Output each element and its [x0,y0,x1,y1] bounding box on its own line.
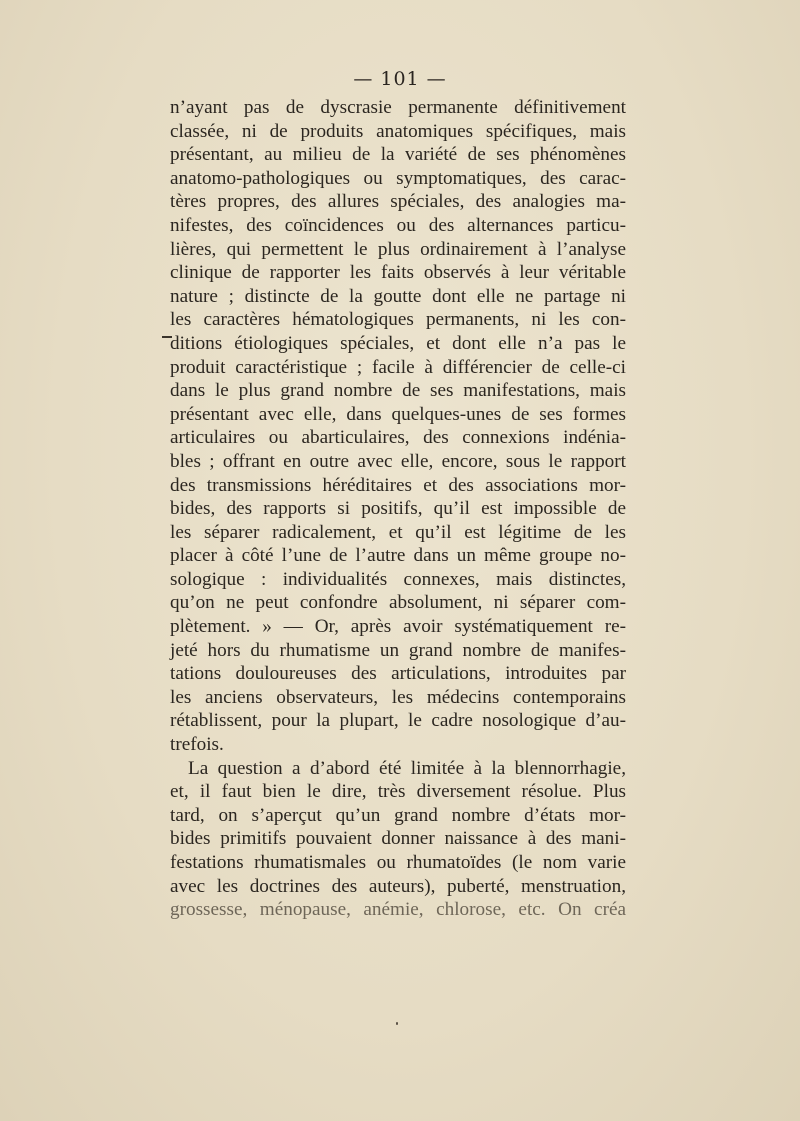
text-line: ditions étiologiques spéciales, et dont elle n’a pas le [170,332,626,354]
text-line: tard, on s’aperçut qu’un grand nombre d’états mor- [170,804,626,826]
text-line: dans le plus grand nombre de ses manifestations, mais [170,380,626,402]
text-line: produit caractéristique ; facile à différencier de celle-ci [170,356,626,378]
text-line: lières, qui permettent le plus ordinairement à l’analyse [170,238,626,260]
text-line: nature ; distincte de la goutte dont elle ne partage ni [170,285,626,307]
text-line: grossesse, ménopause, anémie, chlorose, etc. On créa [170,899,626,921]
text-line: anatomo-pathologiques ou symptomatiques, des carac- [170,167,626,189]
page-number: — 101 — [353,68,447,90]
text-line: bles ; offrant en outre avec elle, encore, sous le rapport [170,450,626,472]
text-line: avec les doctrines des auteurs), puberté, menstruation, [170,875,626,897]
text-line: trefois. [170,734,224,756]
text-line: et, il faut bien le dire, très diversement résolue. Plus [170,781,626,803]
text-line: plètement. » — Or, après avoir systématiquement re- [170,616,626,638]
text-line: présentant, au milieu de la variété de ses phénomènes [170,144,626,166]
text-line: présentant avec elle, dans quelques-unes de ses formes [170,403,626,425]
text-line: des transmissions héréditaires et des associations mor- [170,474,626,496]
text-line: les caractères hématologiques permanents, ni les con- [170,309,626,331]
text-line: articulaires ou abarticulaires, des connexions indénia- [170,427,626,449]
text-line: nifestes, des coïncidences ou des alternances particu- [170,214,626,236]
text-line: les séparer radicalement, et qu’il est légitime de les [170,521,626,543]
text-line: sologique : individualités connexes, mais distinctes, [170,568,626,590]
text-line: jeté hors du rhumatisme un grand nombre de manifes- [170,639,626,661]
text-line: les anciens observateurs, les médecins contemporains [170,686,626,708]
text-line: classée, ni de produits anatomiques spécifiques, mais [170,120,626,142]
text-line: tations douloureuses des articulations, introduites par [170,663,626,685]
text-line: tères propres, des allures spéciales, des analogies ma- [170,191,626,213]
text-line: rétablissent, pour la plupart, le cadre nosologique d’au- [170,710,626,732]
text-line: festations rhumatismales ou rhumatoïdes (le nom varie [170,852,626,873]
text-line: qu’on ne peut confondre absolument, ni séparer com- [170,592,626,614]
text-line: La question a d’abord été limitée à la blennorrhagie, [188,757,626,779]
text-line: placer à côté l’une de l’autre dans un même groupe no- [170,545,626,567]
text-line: n’ayant pas de dyscrasie permanente définitivement [170,97,626,118]
paper-speck [396,1022,398,1025]
text-line: bides, des rapports si positifs, qu’il est impossible de [170,498,626,520]
text-line: clinique de rapporter les faits observés à leur véritable [170,262,626,284]
body-text [170,96,626,922]
text-line: bides primitifs pouvaient donner naissance à des mani- [170,828,626,850]
